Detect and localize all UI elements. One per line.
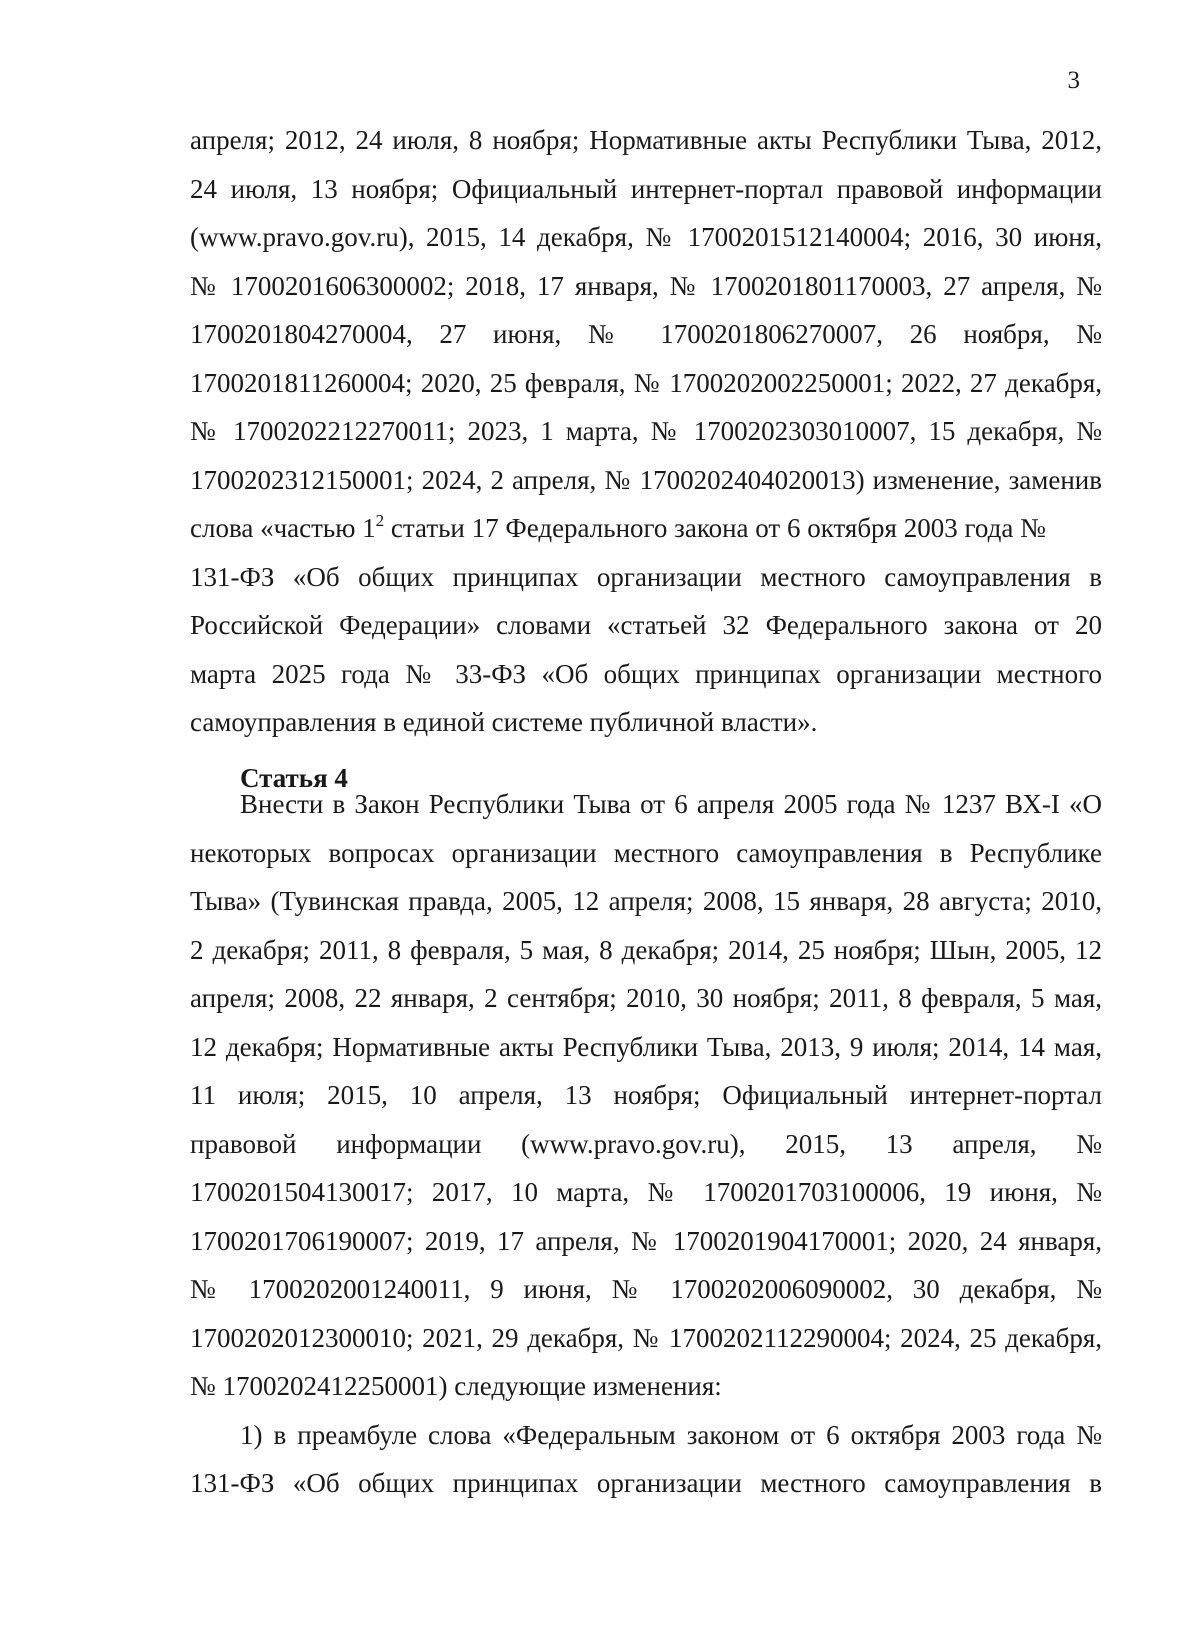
text-line: № 1700202212270011; 2023, 1 марта, № 1700202303010007, 15 декабря, № — [190, 416, 1102, 446]
text-line: Тыва» (Тувинская правда, 2005, 12 апреля; 2008, 15 января, 28 августа; 2010, — [190, 886, 1102, 916]
text-line: 1700202312150001; 2024, 2 апреля, № 1700202404020013) изменение, заменив — [190, 464, 1102, 495]
text-line: 131-ФЗ «Об общих принципах организации местного самоуправления в — [190, 1468, 1102, 1498]
list-item-line: 1) в преамбуле слова «Федеральным законом от 6 октября 2003 года № — [240, 1419, 1102, 1450]
text-line: № 1700202001240011, 9 июня, № 1700202006090002, 30 декабря, № — [190, 1274, 1102, 1304]
text-line: 12 декабря; Нормативные акты Республики Тыва, 2013, 9 июля; 2014, 14 мая, — [190, 1031, 1102, 1062]
text-line: 2 декабря; 2011, 8 февраля, 5 мая, 8 декабря; 2014, 25 ноября; Шын, 2005, 12 — [190, 934, 1102, 965]
text-line: 11 июля; 2015, 10 апреля, 13 ноября; Официальный интернет-портал — [190, 1080, 1102, 1110]
text-line: 1700201504130017; 2017, 10 марта, № 1700201703100006, 19 июня, № — [190, 1177, 1102, 1207]
text-fragment: статьи 17 Федерального закона от 6 октября 2003 года № — [384, 513, 1046, 543]
text-line: Внести в Закон Республики Тыва от 6 апреля 2005 года № 1237 ВХ-I «О — [240, 789, 1102, 819]
text-line: апреля; 2012, 24 июля, 8 ноября; Нормативные акты Республики Тыва, 2012, — [190, 125, 1102, 155]
article-heading: Статья 4 — [240, 763, 348, 793]
page-number: 3 — [1067, 67, 1080, 94]
text-line: 1700201706190007; 2019, 17 апреля, № 1700201904170001; 2020, 24 января, — [190, 1225, 1102, 1256]
text-fragment: слова «частью 1 — [190, 513, 376, 543]
text-line: № 1700201606300002; 2018, 17 января, № 1700201801170003, 27 апреля, № — [190, 270, 1102, 301]
text-line: правовой информации (www.pravo.gov.ru), 2015, 13 апреля, № — [190, 1128, 1102, 1159]
text-line: 1700201811260004; 2020, 25 февраля, № 1700202002250001; 2022, 27 декабря, — [190, 367, 1102, 398]
text-line-with-superscript — [190, 504, 1102, 553]
text-line: (www.pravo.gov.ru), 2015, 14 декабря, № 1700201512140004; 2016, 30 июня, — [190, 222, 1102, 252]
text-line: некоторых вопросах организации местного самоуправления в Республике — [190, 837, 1102, 868]
text-line: 131-ФЗ «Об общих принципах организации местного самоуправления в — [190, 561, 1102, 592]
text-line: 1700202012300010; 2021, 29 декабря, № 1700202112290004; 2024, 25 декабря, — [190, 1322, 1102, 1353]
text-line: марта 2025 года № 33-ФЗ «Об общих принципах организации местного — [190, 658, 1102, 689]
text-line: Российской Федерации» словами «статьей 32 Федерального закона от 20 — [190, 610, 1102, 640]
superscript: 2 — [375, 511, 385, 530]
text-line: 1700201804270004, 27 июня, № 1700201806270007, 26 ноября, № — [190, 319, 1102, 349]
article-4-paragraph — [190, 780, 1102, 1508]
text-line: 24 июля, 13 ноября; Официальный интернет-портал правовой информации — [190, 173, 1102, 204]
text-line: № 1700202412250001) следующие изменения: — [190, 1371, 722, 1401]
article-3-continuation-paragraph — [190, 116, 1102, 747]
text-line: самоуправления в единой системе публичной власти». — [190, 707, 818, 737]
text-line: апреля; 2008, 22 января, 2 сентября; 2010, 30 ноября; 2011, 8 февраля, 5 мая, — [190, 983, 1102, 1013]
